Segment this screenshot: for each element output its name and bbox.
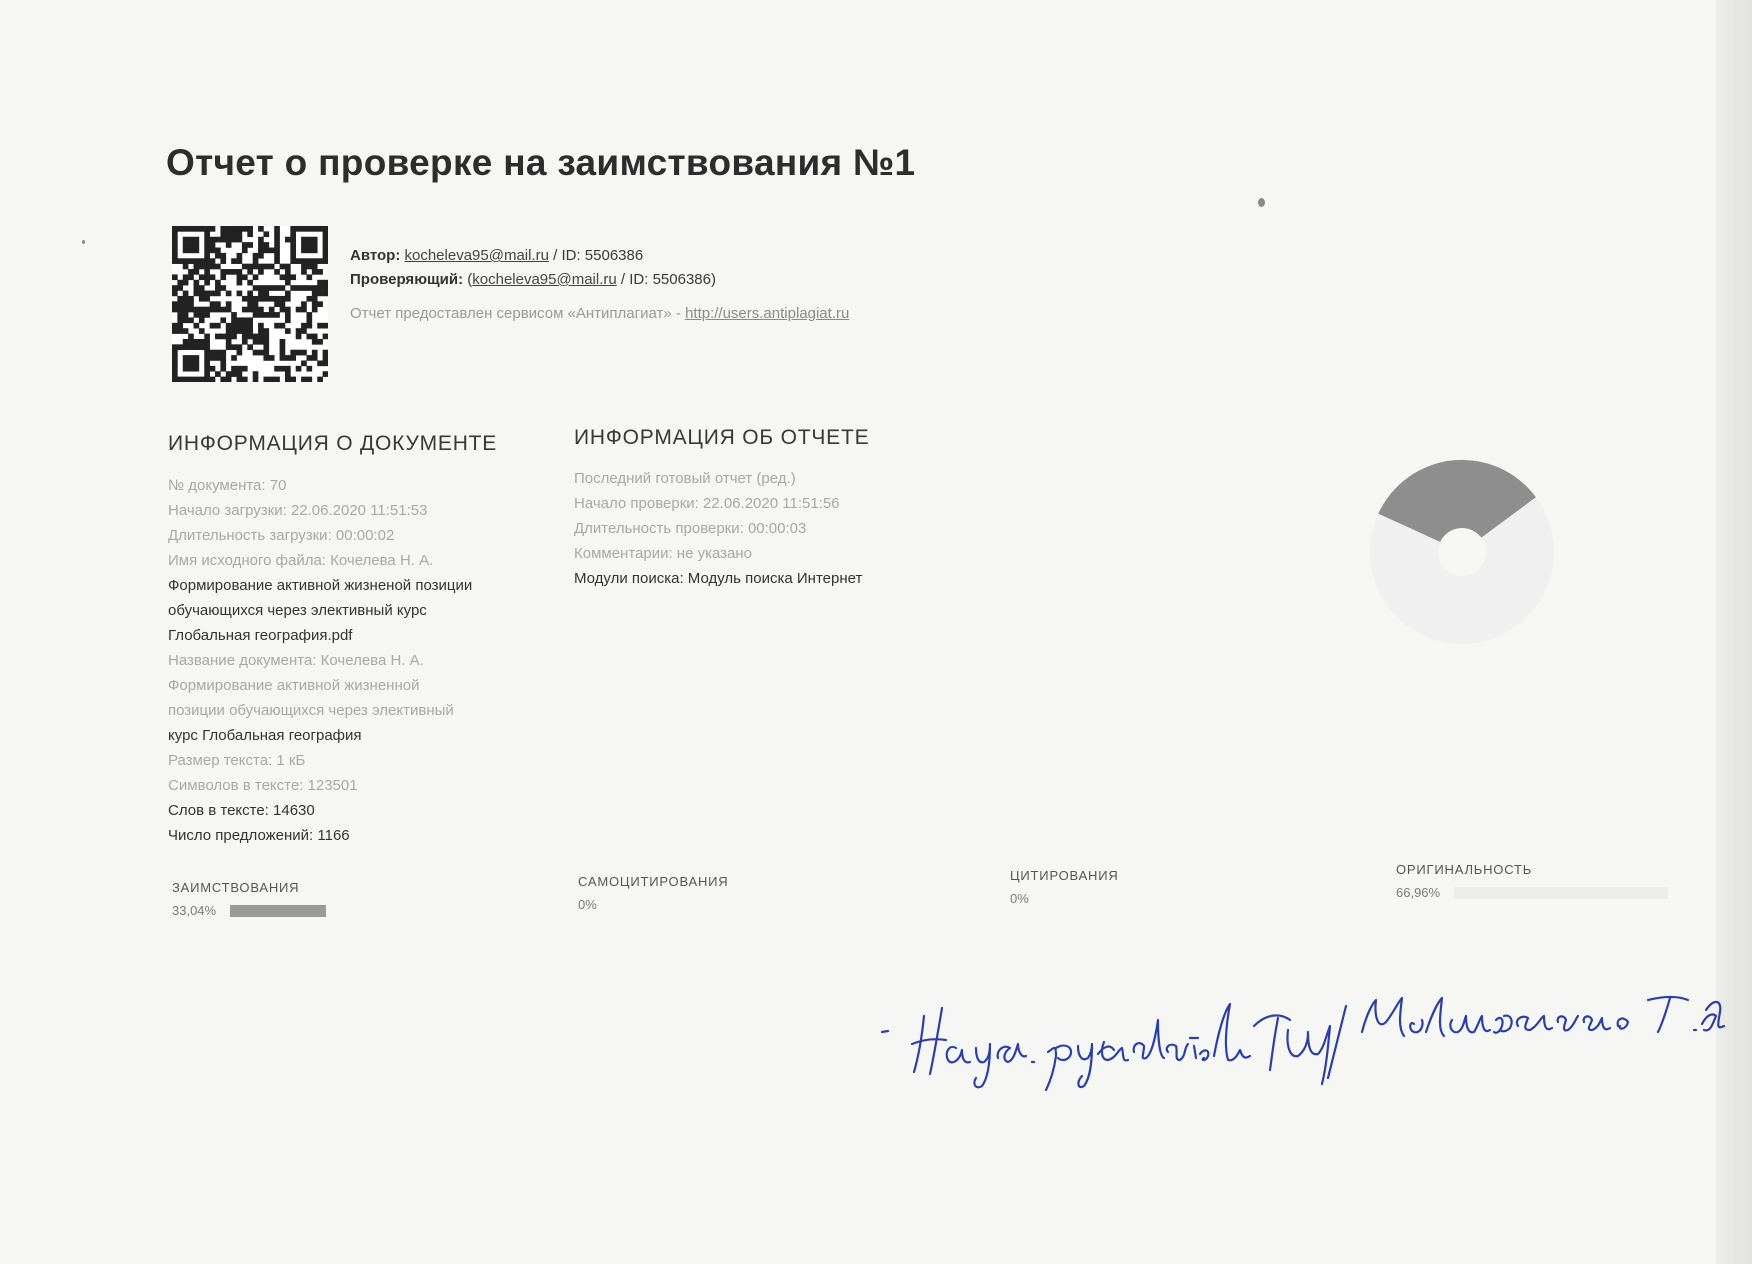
self-citations-label: САМОЦИТИРОВАНИЯ [578, 874, 729, 889]
handwritten-signature [878, 986, 1726, 1094]
originality-bar [1454, 887, 1668, 899]
stat-citations [1010, 868, 1119, 906]
last-report: Последний готовый отчет (ред.) [574, 470, 796, 487]
upload-start: Начало загрузки: 22.06.2020 11:51:53 [168, 502, 428, 519]
doc-info-list [168, 473, 472, 848]
scan-speck [82, 240, 85, 244]
originality-label: ОРИГИНАЛЬНОСТЬ [1396, 862, 1533, 877]
borrowings-value: 33,04% [172, 903, 217, 918]
antiplagiat-link[interactable]: http://users.antiplagiat.ru [685, 305, 850, 322]
doc-number: № документа: 70 [168, 477, 287, 494]
report-title: Отчет о проверке на заимствования №1 [166, 142, 916, 183]
originality-pie-chart [1340, 452, 1580, 657]
checker-id: / ID: 5506386) [620, 271, 716, 288]
author-label: Автор: [350, 247, 401, 264]
document-name: Название документа: Кочелева Н. А. [168, 652, 424, 669]
source-filename: Имя исходного файла: Кочелева Н. А. [168, 552, 434, 569]
checker-open-paren: ( [467, 271, 473, 288]
citations-label: ЦИТИРОВАНИЯ [1010, 868, 1119, 883]
document-name-cont: Формирование активной жизненной [168, 677, 420, 694]
self-citations-value: 0% [578, 897, 597, 912]
upload-duration: Длительность загрузки: 00:00:02 [168, 527, 395, 544]
search-modules: Модули поиска: Модуль поиска Интернет [574, 570, 863, 587]
checker-row [350, 268, 849, 292]
report-info-heading: ИНФОРМАЦИЯ ОБ ОТЧЕТЕ [574, 426, 870, 449]
checker-email-link[interactable]: kocheleva95@mail.ru [472, 271, 617, 288]
pie-center [1438, 528, 1486, 576]
stat-self-citations [578, 874, 729, 912]
stat-originality [1396, 862, 1668, 900]
provided-row [350, 302, 849, 326]
borrowings-bar [230, 905, 326, 917]
check-start: Начало проверки: 22.06.2020 11:51:56 [574, 495, 840, 512]
checker-label: Проверяющий: [350, 271, 464, 288]
word-count: Слов в тексте: 14630 [168, 802, 315, 819]
provided-text: Отчет предоставлен сервисом «Антиплагиат» - [350, 305, 681, 322]
citations-value: 0% [1010, 891, 1029, 906]
source-filename-cont: Глобальная география.pdf [168, 627, 353, 644]
doc-info-heading: ИНФОРМАЦИЯ О ДОКУМЕНТЕ [168, 432, 498, 455]
qr-code [172, 226, 328, 382]
author-email-link[interactable]: kocheleva95@mail.ru [404, 247, 549, 264]
check-duration: Длительность проверки: 00:00:03 [574, 520, 807, 537]
comments: Комментарии: не указано [574, 545, 753, 562]
document-name-cont: курс Глобальная география [168, 727, 362, 744]
document-name-cont: позиции обучающихся через элективный [168, 702, 454, 719]
originality-value: 66,96% [1396, 885, 1441, 900]
author-id: / ID: 5506386 [553, 247, 644, 264]
report-info-list [574, 466, 862, 591]
report-meta [350, 244, 849, 326]
scan-speck [1258, 198, 1265, 207]
char-count: Символов в тексте: 123501 [168, 777, 358, 794]
source-filename-cont: обучающихся через элективный курс [168, 602, 427, 619]
source-filename-cont: Формирование активной жизненой позиции [168, 577, 473, 594]
text-size: Размер текста: 1 кБ [168, 752, 306, 769]
stat-borrowings [172, 880, 326, 918]
borrowings-label: ЗАИМСТВОВАНИЯ [172, 880, 300, 895]
sentence-count: Число предложений: 1166 [168, 827, 350, 844]
author-row [350, 244, 849, 268]
